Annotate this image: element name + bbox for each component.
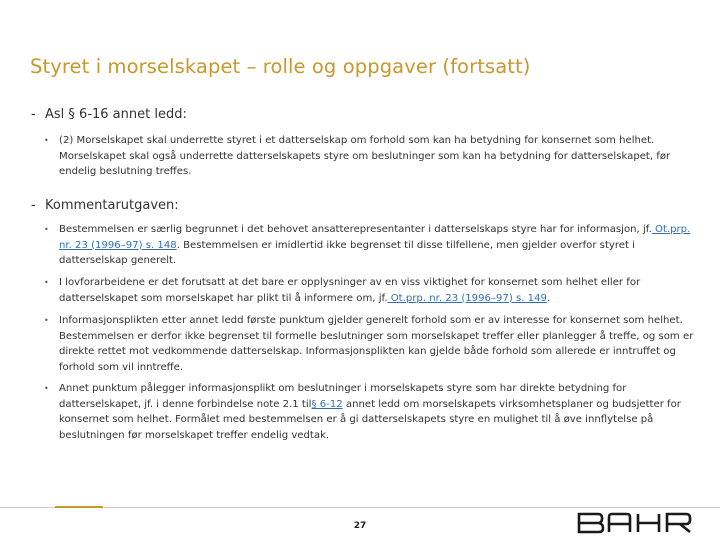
list-item	[44, 381, 694, 443]
bullet-icon: •	[44, 316, 49, 325]
asl-6-12-link[interactable]: § 6-12	[311, 398, 343, 410]
list-item	[44, 275, 694, 306]
page-number: 27	[353, 521, 367, 531]
list-item	[44, 222, 694, 269]
section-heading-text: Kommentarutgaven:	[45, 198, 179, 213]
section-heading-kommentarutgaven	[31, 198, 691, 213]
list-item-text: Informasjonsplikten etter annet ledd første punktum gjelder generelt forhold som er av interesse for konsernet som helhet. Bestemmelsen er derfor ikke begrenset til formelle beslutninger som morselskapet treffer eller planlegger å treffe, og som er direkte rettet mot vedkommende datterselskap. Informasjonsplikten kan gjelde både forhold som allerede er inntruffet og forhold som vil inntreffe.	[59, 315, 694, 373]
ot-prp-148-link[interactable]: Ot.prp. nr. 23 (1996–97) s. 148	[59, 224, 691, 251]
dash-marker: -	[31, 107, 36, 122]
list-item-text: (2) Morselskapet skal underrette styret i et datterselskap om forhold som kan ha betydning for konsernet som helhet. Morselskapet skal også underrette datterselskapets styre om beslutninger som kan ha betydning for datterselskapet, før endelig beslutning treffes.	[59, 135, 671, 178]
slide-title: Styret i morselskapet – rolle og oppgaver (fortsatt)	[30, 55, 531, 78]
bullet-icon: •	[44, 384, 49, 393]
bullet-icon: •	[44, 278, 49, 287]
list-item-text: I lovforarbeidene er det forutsatt at det bare er opplysninger av en viss viktighet for konsernet som helhet eller for datterselskapet som morselskapet har plikt til å informere om, jf. Ot.prp. nr. 23 (1996–97) s. 149.	[59, 277, 641, 304]
list-item	[44, 133, 694, 180]
bahr-logo	[577, 512, 692, 534]
list-item	[44, 313, 694, 375]
bullet-icon: •	[44, 225, 49, 234]
footer-divider	[0, 507, 720, 508]
section-heading-text: Asl § 6-16 annet ledd:	[45, 107, 187, 122]
dash-marker: -	[31, 198, 36, 213]
ot-prp-149-link[interactable]: Ot.prp. nr. 23 (1996–97) s. 149	[387, 292, 547, 304]
list-item-text: Annet punktum pålegger informasjonsplikt om beslutninger i morselskapets styre som har direkte betydning for datterselskapet, jf. i denne forbindelse note 2.1 til§ 6-12 annet ledd om morselskapets virksomhetsplaner og budsjetter for konsernet som helhet. Formålet med bestemmelsen er å gi datterselskapets styre en mulighet til å øve innflytelse på beslutningen før morselskapet treffer endelig vedtak.	[59, 383, 681, 441]
bullet-icon: •	[44, 136, 49, 145]
list-item-text: Bestemmelsen er særlig begrunnet i det behovet ansatterepresentanter i datterselskaps styre har for informasjon, jf. Ot.prp. nr. 23 (1996–97) s. 148. Bestemmelsen er imidlertid ikke begrenset til disse tilfellene, men gjelder overfor styret i datterselskap generelt.	[59, 224, 691, 267]
section-heading-asl	[31, 107, 691, 122]
footer-accent-bar	[55, 506, 103, 508]
